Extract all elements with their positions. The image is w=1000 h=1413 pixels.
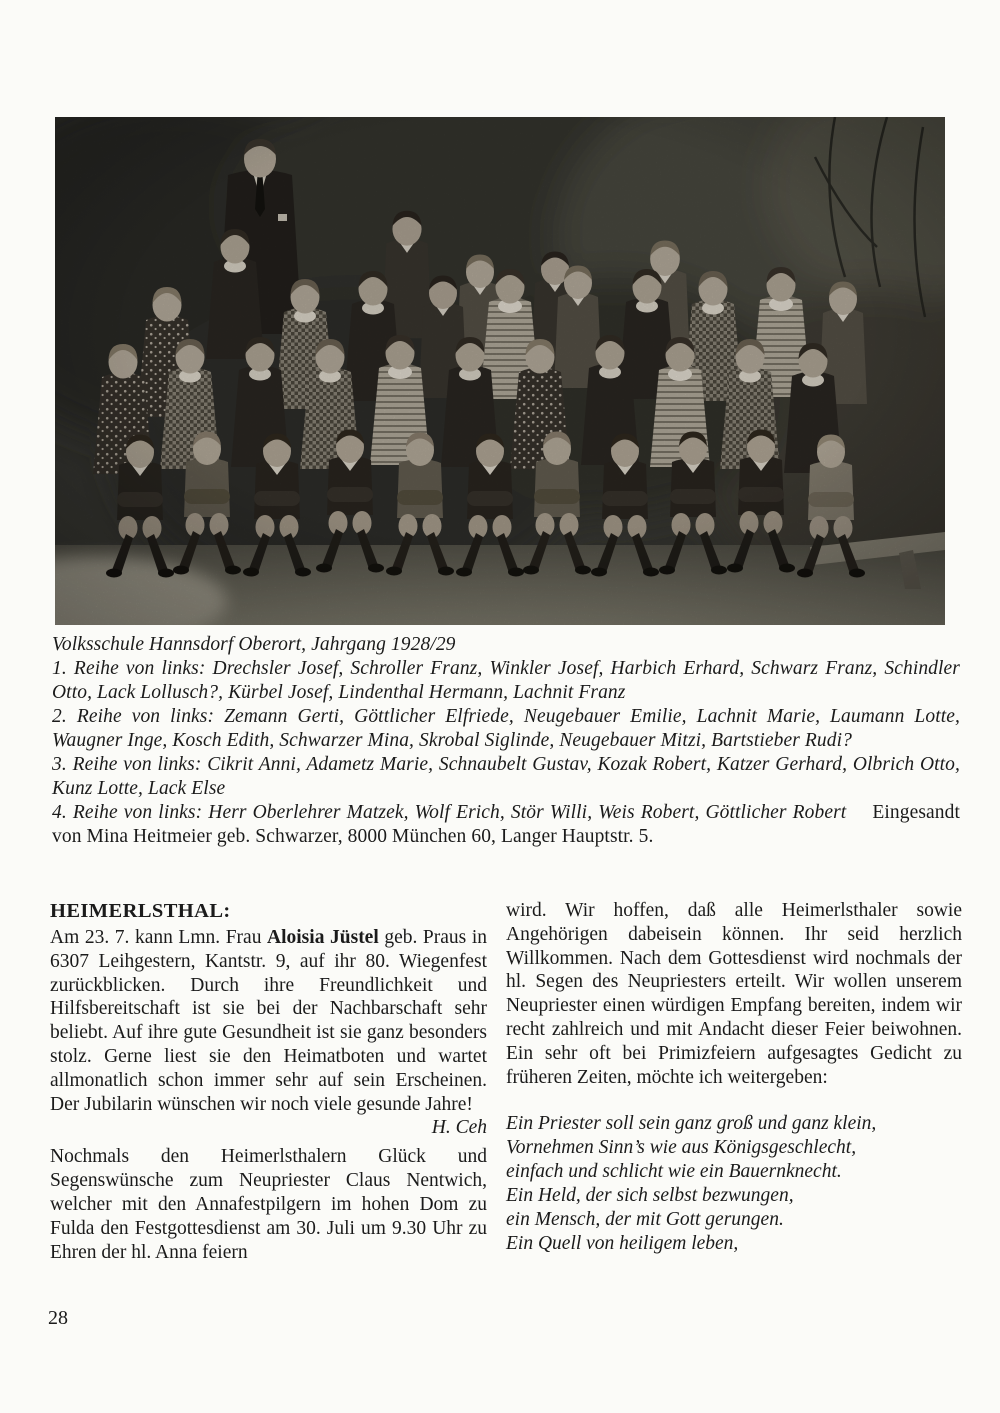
page-number: 28 (48, 1307, 68, 1329)
poem-line-4: Ein Held, der sich selbst bezwungen, (506, 1185, 794, 1207)
article-heading: HEIMERLSTHAL: (50, 900, 231, 922)
poem-line-2: Vornehmen Sinn’s wie aus Königsgeschlecht, (506, 1137, 857, 1159)
poem-line-6: Ein Quell von heiligem leben, (506, 1232, 739, 1254)
paragraph-1-lead: Am 23. 7. kann Lmn. Frau (50, 927, 268, 948)
class-photo-svg (55, 117, 945, 625)
caption-row-4-text: 4. Reihe von links: Herr Oberlehrer Matzek, Wolf Erich, Stör Willi, Weis Robert, Göttlicher Robert (52, 802, 847, 823)
paragraph-1-rest: geb. Praus in 6307 Leihgestern, Kantstr. 9, auf ihr 80. Wiegenfest zurückblicken. Durch ihre Freundlichkeit und Hilfsbereitschaft ist sie bei der Nachbarschaft sehr beliebt. Auf ihre gute Gesundheit ist sie ganz besonders stolz. Gerne liest sie den Heimatboten und wartet allmonatlich schon immer sehr auf sein Erscheinen. Der Jubilarin wünschen wir noch viele gesunde Jahre! (50, 927, 487, 1115)
caption-row-1: 1. Reihe von links: Drechsler Josef, Schroller Franz, Winkler Josef, Harbich Erhard, Schwarz Franz, Schindler Otto, Lack Lollusch?, Kürbel Josef, Lindenthal Hermann, Lachnit Franz (52, 658, 960, 703)
caption-row-3: 3. Reihe von links: Cikrit Anni, Adametz Marie, Schnaubelt Gustav, Kozak Robert, Katzer Gerhard, Olbrich Otto, Kunz Lotte, Lack Else (52, 754, 960, 799)
photo-grain (55, 117, 945, 625)
caption-row-2: 2. Reihe von links: Zemann Gerti, Göttlicher Elfriede, Neugebauer Emilie, Lachnit Marie, Laumann Lotte, Waugner Inge, Kosch Edith, Schwarzer Mina, Skrobal Siglinde, Neugebauer Mitzi, Bartstieber Rudi? (52, 706, 960, 751)
poem-line-5: ein Mensch, der mit Gott gerungen. (506, 1209, 784, 1230)
photo-caption (52, 633, 960, 849)
article-columns (50, 899, 962, 1264)
author-signature: H. Ceh (431, 1117, 487, 1139)
primiz-poem (506, 1112, 962, 1255)
poem-line-1: Ein Priester soll sein ganz groß und ganz klein, (506, 1113, 877, 1135)
jubilee-person-name: Aloisia Jüstel (267, 927, 379, 948)
article-paragraph-3: wird. Wir hoffen, daß alle Heimerlsthaler sowie Angehörigen dabeisein können. Ihr seid herzlich Willkommen. Nach dem Gottesdienst wird nochmals der hl. Segen des Neupriesters erteilt. Wir wollen unserem Neupriester einen würdigen Empfang bereiten, indem wir recht zahlreich und mit Andacht dieser Feier beiwohnen. Ein sehr oft bei Primizfeiern aufgesagtes Gedicht zu früheren Zeiten, möchte ich weitergeben: (506, 900, 962, 1088)
class-photo (55, 117, 945, 625)
left-column (50, 899, 487, 1264)
poem-line-3: einfach und schlicht wie ein Bauernknecht. (506, 1161, 842, 1183)
caption-title: Volksschule Hannsdorf Oberort, Jahrgang 1928/29 (52, 634, 456, 655)
right-column (506, 899, 962, 1264)
caption-row-4 (52, 801, 960, 849)
caption-submitted-by: Eingesandt von Mina Heitmeier geb. Schwarzer, 8000 München 60, Langer Hauptstr. 5. (52, 802, 960, 847)
article-paragraph-2: Nochmals den Heimerlsthalern Glück und Segenswünsche zum Neupriester Claus Nentwich, welcher mit den Annafestpilgern im hohen Dom zu Fulda den Festgottesdienst am 30. Juli um 9.30 Uhr zu Ehren der hl. Anna feiern (50, 1146, 487, 1263)
article-paragraph-1 (50, 926, 487, 1139)
